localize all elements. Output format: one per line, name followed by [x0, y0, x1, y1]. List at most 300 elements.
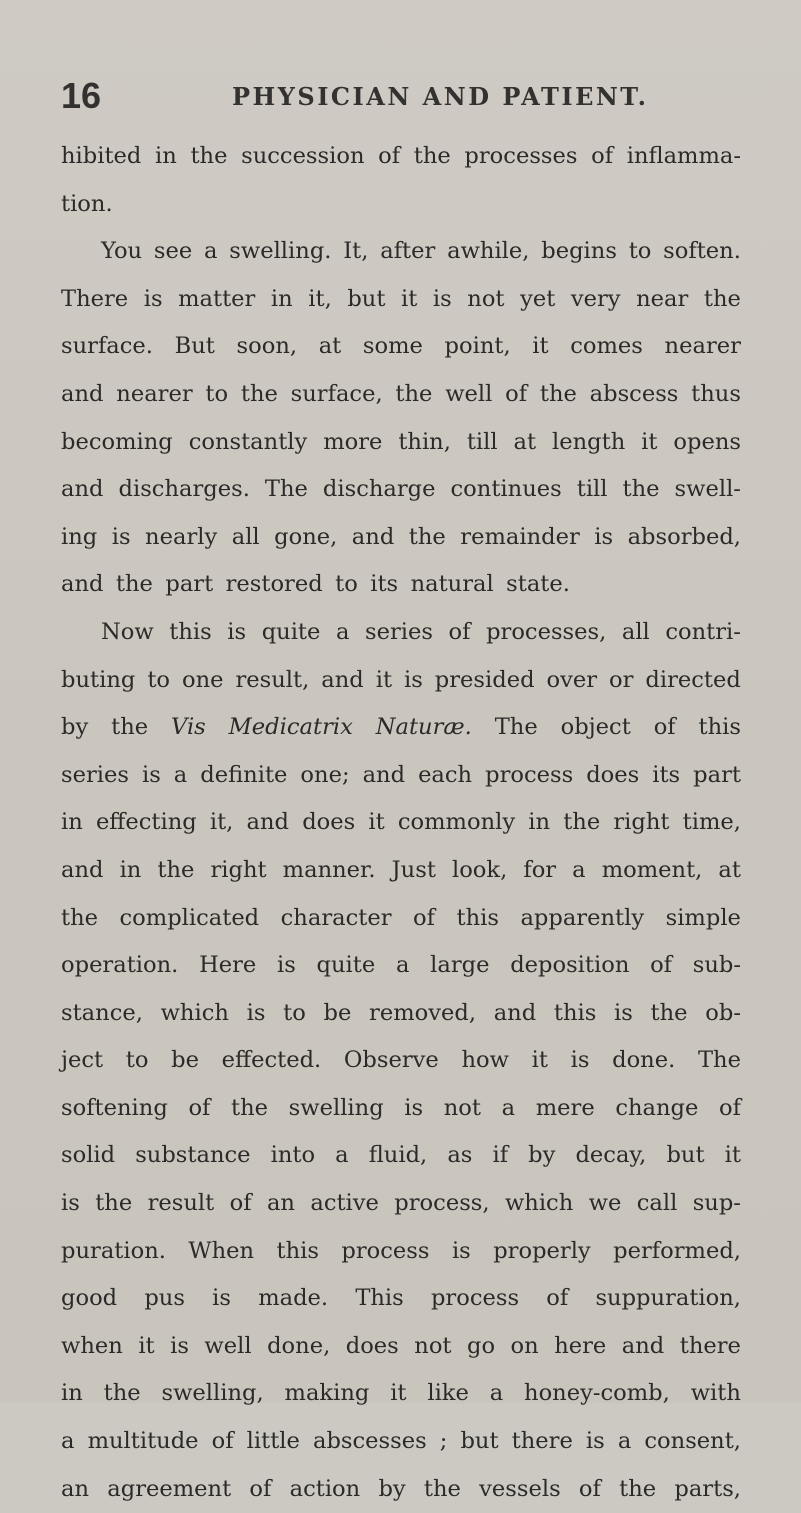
word: an — [266, 1190, 295, 1217]
text-line — [61, 181, 741, 229]
word: like — [427, 1380, 469, 1407]
word: little — [246, 1428, 300, 1455]
word: object — [560, 714, 631, 741]
word: of — [719, 1094, 741, 1121]
word: result — [147, 1190, 215, 1217]
word: a — [335, 618, 350, 645]
word: Now — [101, 618, 154, 645]
word: but — [347, 285, 386, 312]
word: hibited — [61, 143, 142, 169]
word: by — [61, 714, 89, 741]
word: change — [615, 1094, 699, 1121]
word: The — [494, 714, 538, 741]
word: its — [370, 571, 399, 598]
word: at — [513, 428, 537, 455]
word: point, — [444, 333, 511, 360]
word: it — [531, 1047, 548, 1074]
word: the — [408, 523, 446, 550]
word: tion. — [61, 190, 113, 217]
word: not — [443, 1094, 481, 1121]
text-line — [61, 609, 741, 657]
word: swelling. — [229, 238, 332, 265]
word: is — [141, 761, 161, 788]
word: nearly — [145, 523, 218, 550]
word: agreement — [107, 1475, 232, 1502]
word: character — [280, 904, 392, 931]
word: awhile, — [447, 238, 530, 265]
word: thin, — [398, 428, 451, 455]
word: of — [413, 904, 435, 931]
text-line — [61, 133, 741, 181]
word: good — [61, 1285, 118, 1312]
word: the — [240, 380, 278, 407]
word: discharge — [322, 476, 436, 503]
word: not — [467, 285, 505, 312]
word: surface. — [61, 333, 153, 360]
word: and — [246, 809, 290, 836]
word: here — [554, 1332, 607, 1359]
word: the — [103, 1380, 141, 1407]
text-line — [61, 752, 741, 800]
word: The — [264, 476, 308, 503]
word: of — [249, 1475, 272, 1502]
text-line — [61, 657, 741, 705]
word: nearer — [664, 333, 741, 360]
word: which — [160, 999, 229, 1026]
word: see — [153, 238, 193, 265]
word: of — [650, 952, 673, 979]
running-head: PHYSICIAN AND PATIENT. — [232, 82, 649, 111]
word: softening — [61, 1094, 168, 1121]
page-header — [60, 76, 741, 116]
word: does — [345, 1332, 399, 1359]
word: is — [614, 999, 633, 1026]
word: abscess — [589, 380, 679, 407]
text-line — [61, 1037, 741, 1085]
word: ing — [61, 523, 98, 550]
word: one — [181, 666, 224, 693]
word: is — [404, 1094, 424, 1121]
word: to — [205, 380, 229, 407]
word: ob- — [705, 999, 741, 1026]
word: and — [61, 571, 104, 598]
word: it — [375, 666, 393, 693]
word: to — [125, 1047, 149, 1074]
text-line — [61, 799, 741, 847]
word: is — [585, 1428, 605, 1455]
word: nearer — [116, 380, 193, 407]
word: operation. — [61, 952, 179, 979]
word: it — [368, 809, 385, 836]
word: and — [493, 999, 537, 1026]
word: vessels — [479, 1475, 561, 1502]
text-line — [61, 942, 741, 990]
text-line — [61, 466, 741, 514]
word: is — [111, 523, 131, 550]
word: the — [111, 714, 149, 741]
word: by — [378, 1475, 406, 1502]
text-line — [61, 228, 741, 276]
word: Medicatrix — [228, 714, 353, 741]
word: does — [586, 761, 640, 788]
word: very — [570, 285, 621, 312]
word: in — [155, 143, 177, 169]
word: process — [341, 1237, 430, 1264]
word: quite — [261, 618, 321, 645]
word: if — [492, 1142, 509, 1169]
word: the — [413, 143, 451, 169]
word: the — [650, 999, 688, 1026]
word: becoming — [61, 428, 173, 455]
text-line — [61, 1180, 741, 1228]
word: comes — [570, 333, 643, 360]
word: substance — [135, 1142, 251, 1169]
word: There — [61, 285, 129, 312]
word: moment, — [601, 856, 703, 883]
word: on — [510, 1332, 539, 1359]
word: the — [539, 380, 577, 407]
word: is — [61, 1190, 80, 1217]
text-line — [61, 1466, 741, 1513]
word: restored — [225, 571, 323, 598]
word: Naturæ. — [375, 714, 472, 741]
word: the — [622, 476, 660, 503]
text-line — [61, 323, 741, 371]
word: call — [636, 1190, 678, 1217]
word: all — [621, 618, 650, 645]
word: at — [718, 856, 741, 883]
word: is — [277, 952, 296, 979]
word: is — [451, 1237, 471, 1264]
word: succession — [241, 143, 365, 169]
word: simple — [665, 904, 741, 931]
word: discharges. — [118, 476, 250, 503]
word: continues — [450, 476, 562, 503]
word: right — [210, 856, 267, 883]
word: made. — [258, 1285, 329, 1312]
text-line — [61, 1323, 741, 1371]
word: to — [628, 238, 652, 265]
word: soften. — [663, 238, 741, 265]
word: how — [461, 1047, 509, 1074]
word: puration. — [61, 1237, 166, 1264]
word: the — [190, 143, 228, 169]
word: performed, — [613, 1237, 741, 1264]
word: a — [173, 761, 188, 788]
word: series — [61, 761, 129, 788]
word: and — [362, 761, 406, 788]
word: part — [693, 761, 741, 788]
word: in — [61, 809, 83, 836]
word: it — [138, 1332, 155, 1359]
word: natural — [410, 571, 494, 598]
word: presided — [434, 666, 535, 693]
word: of — [229, 1190, 252, 1217]
word: thus — [691, 380, 741, 407]
word: it — [401, 285, 418, 312]
word: series — [365, 618, 433, 645]
word: but — [666, 1142, 705, 1169]
word: swell- — [674, 476, 741, 503]
word: when — [61, 1332, 123, 1359]
word: of — [448, 618, 471, 645]
word: in — [528, 809, 551, 836]
word: honey-comb, — [524, 1380, 670, 1407]
word: the — [157, 856, 195, 883]
word: mere — [535, 1094, 595, 1121]
word: definite — [200, 761, 288, 788]
word: some — [362, 333, 423, 360]
word: in — [270, 285, 293, 312]
word: stance, — [61, 999, 143, 1026]
word: the — [703, 285, 741, 312]
text-line — [61, 419, 741, 467]
word: is — [594, 523, 614, 550]
text-line — [61, 1275, 741, 1323]
word: is — [227, 618, 247, 645]
word: is — [212, 1285, 231, 1312]
word: apparently — [520, 904, 645, 931]
word: a — [489, 1380, 504, 1407]
word: of — [591, 143, 614, 169]
word: inflamma- — [626, 143, 741, 169]
word: It, — [343, 238, 369, 265]
word: and — [61, 380, 104, 407]
word: parts, — [674, 1475, 741, 1502]
word: a — [572, 856, 586, 883]
word: and — [351, 523, 395, 550]
text-line — [61, 514, 741, 562]
word: of — [578, 1475, 601, 1502]
word: part — [165, 571, 214, 598]
word: this — [276, 1237, 319, 1264]
word: it — [641, 428, 658, 455]
word: does — [302, 809, 356, 836]
word: of — [546, 1285, 569, 1312]
word: the — [395, 380, 433, 407]
word: well — [204, 1332, 252, 1359]
word: contri- — [665, 618, 741, 645]
word: to — [283, 999, 306, 1026]
word: there — [511, 1428, 573, 1455]
body-text — [61, 133, 741, 1513]
word: large — [430, 952, 490, 979]
word: a — [335, 1142, 349, 1169]
word: its — [652, 761, 681, 788]
word: is — [170, 1332, 189, 1359]
text-line — [61, 276, 741, 324]
word: abscesses — [312, 1428, 427, 1455]
word: decay, — [575, 1142, 647, 1169]
word: till — [466, 428, 498, 455]
word: at — [318, 333, 342, 360]
word: buting — [61, 666, 136, 693]
word: it, — [308, 285, 332, 312]
text-line — [61, 1228, 741, 1276]
word: consent, — [644, 1428, 741, 1455]
page-number: 16 — [61, 75, 102, 116]
word: as — [447, 1142, 473, 1169]
word: we — [588, 1190, 622, 1217]
word: this — [553, 999, 597, 1026]
word: this — [169, 618, 212, 645]
word: after — [380, 238, 436, 265]
word: look, — [451, 856, 508, 883]
word: of — [505, 380, 528, 407]
word: is — [143, 285, 163, 312]
word: an — [61, 1475, 90, 1502]
word: a — [204, 238, 218, 265]
word: sub- — [692, 952, 741, 979]
word: quite — [316, 952, 376, 979]
word: constantly — [188, 428, 308, 455]
word: effected. — [221, 1047, 322, 1074]
word: gone, — [274, 523, 338, 550]
word: sup- — [692, 1190, 741, 1217]
word: is — [246, 999, 266, 1026]
word: is — [404, 666, 423, 693]
word: done. — [612, 1047, 676, 1074]
word: suppuration, — [595, 1285, 741, 1312]
word: state. — [506, 571, 570, 598]
word: in — [61, 1380, 83, 1407]
word: time, — [682, 809, 741, 836]
text-line — [61, 1418, 741, 1466]
word: and — [621, 1332, 665, 1359]
word: there — [679, 1332, 741, 1359]
word: pus — [144, 1285, 185, 1312]
word: is — [570, 1047, 590, 1074]
word: into — [270, 1142, 316, 1169]
word: for — [523, 856, 557, 883]
word: removed, — [369, 999, 477, 1026]
word: done, — [267, 1332, 331, 1359]
word: not — [414, 1332, 452, 1359]
word: Vis — [171, 714, 206, 741]
word: process, — [394, 1190, 490, 1217]
word: one; — [300, 761, 350, 788]
word: right — [613, 809, 670, 836]
word: swelling, — [161, 1380, 264, 1407]
word: a — [501, 1094, 516, 1121]
word: manner. — [282, 856, 376, 883]
text-line — [61, 990, 741, 1038]
word: yet — [520, 285, 556, 312]
word: till — [576, 476, 608, 503]
word: this — [456, 904, 499, 931]
word: the — [563, 809, 601, 836]
word: and — [61, 476, 104, 503]
word: absorbed, — [627, 523, 741, 550]
word: in — [119, 856, 142, 883]
word: of — [653, 714, 676, 741]
word: swelling — [288, 1094, 384, 1121]
word: a — [61, 1428, 75, 1455]
word: it — [390, 1380, 407, 1407]
word: directed — [645, 666, 741, 693]
word: this — [698, 714, 741, 741]
word: near — [636, 285, 689, 312]
word: fluid, — [368, 1142, 428, 1169]
word: of — [188, 1094, 211, 1121]
word: by — [528, 1142, 556, 1169]
word: making — [284, 1380, 370, 1407]
word: ject — [61, 1047, 104, 1074]
text-line — [61, 895, 741, 943]
word: be — [171, 1047, 199, 1074]
word: but — [460, 1428, 499, 1455]
word: You — [101, 238, 143, 265]
word: a — [395, 952, 410, 979]
word: surface, — [290, 380, 383, 407]
text-line — [61, 847, 741, 895]
word: is — [432, 285, 452, 312]
word: Just — [391, 856, 436, 883]
text-line — [61, 561, 741, 609]
word: and — [61, 856, 104, 883]
word: length — [552, 428, 626, 455]
word: active — [310, 1190, 379, 1217]
word: of — [378, 143, 401, 169]
text-line — [61, 1370, 741, 1418]
text-line — [61, 371, 741, 419]
word: which — [504, 1190, 574, 1217]
word: result, — [235, 666, 310, 693]
word: or — [609, 666, 634, 693]
word: of — [211, 1428, 234, 1455]
word: each — [418, 761, 473, 788]
word: matter — [178, 285, 256, 312]
word: multitude — [87, 1428, 199, 1455]
word: a — [617, 1428, 632, 1455]
word: The — [697, 1047, 741, 1074]
word: be — [323, 999, 352, 1026]
word: solid — [61, 1142, 116, 1169]
text-line — [61, 1085, 741, 1133]
word: to — [147, 666, 170, 693]
text-line — [61, 704, 741, 752]
word: the — [115, 571, 153, 598]
word: remainder — [460, 523, 580, 550]
word: begins — [541, 238, 617, 265]
word: the — [619, 1475, 657, 1502]
word: go — [466, 1332, 496, 1359]
word: properly — [493, 1237, 591, 1264]
word: Observe — [343, 1047, 439, 1074]
word: more — [323, 428, 383, 455]
word: it, — [209, 809, 234, 836]
word: commonly — [397, 809, 516, 836]
word: opens — [673, 428, 741, 455]
word: action — [289, 1475, 361, 1502]
word: effecting — [95, 809, 197, 836]
word: Here — [199, 952, 257, 979]
text-line — [61, 1132, 741, 1180]
word: all — [231, 523, 260, 550]
word: processes, — [486, 618, 607, 645]
word: But — [174, 333, 215, 360]
word: deposition — [510, 952, 630, 979]
word: the — [231, 1094, 269, 1121]
word: processes — [464, 143, 578, 169]
word: the — [423, 1475, 461, 1502]
word: well — [445, 380, 493, 407]
word: it — [532, 333, 549, 360]
word: the — [61, 904, 99, 931]
word: When — [188, 1237, 255, 1264]
word: process — [485, 761, 574, 788]
word: the — [95, 1190, 133, 1217]
